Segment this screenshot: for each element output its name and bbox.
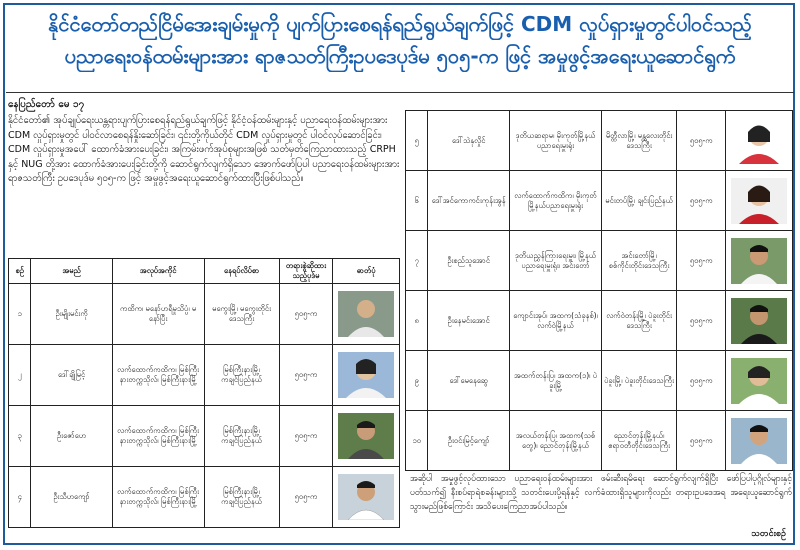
cell-section: ၅၀၅-က [677,411,726,471]
cell-no: ၉ [406,351,428,411]
dateline: နေပြည်တော် မေ ၁၇ [8,99,85,110]
cell-photo [333,406,400,467]
cell-name: ဒေါ်အင်ကောကင်းကုန်းအွန် [428,171,509,231]
cell-address: မြစ်ကြီးနားမြို့၊ ကချင်ပြည်နယ် [204,345,279,406]
cell-job: လက်ထောက်ကထိက၊ မြစ်ကြီးနားတက္ကသိုလ်၊ မြစ်ကြီးနားမြို့ [112,345,204,406]
table-row [406,291,793,351]
cell-job: အထက်တန်းပြ၊ အထက(၁)၊ ပဲခူးမြို့ [509,351,601,411]
portrait-photo [731,178,787,224]
footnote-paragraph: အဆိုပါ အမှုဖွင့်လုပ်ထားသော ပညာရေးဝန်ထမ်းများအား ဖမ်းဆီးရမိရေး ဆောင်ရွက်လျက်ရှိပြီး ဖော်ပြပါပုဂ္ဂိုလ်များနှင့်ပတ်သက်၍ နီးစပ်ရာရဲစခန်းများသို့ သတင်းပေးပို့ရန်နှင့် လက်ခံထားရှိသူများကိုလည်း တရားဥပဒေအရ အရေးယူဆောင်ရွက်သွားမည်ဖြစ်ကြောင်း အသိပေးကြေညာအပ်ပါသည်။ [410,474,792,512]
source-signature: သတင်းစဉ် [751,529,786,539]
cell-address: မြစ်ကြီးနားမြို့၊ ကချင်ပြည်နယ် [204,467,279,528]
headline-line2: ပညာရေးဝန်ထမ်းများအား ရာဇသတ်ကြီးဥပဒေပုဒ်မ ၅၀၅-က ဖြင့် အမှုဖွင့်အရေးယူဆောင်ရွက် [64,44,736,68]
cell-address: ညောင်တုန်းမြို့နယ်၊ ဧရာဝတီတိုင်းဒေသကြီး [602,411,677,471]
col-header-job: အလုပ်အကိုင် [112,259,204,284]
cell-name: ဦးဇော်ဟေ [31,406,112,467]
cell-no: ၄ [9,467,31,528]
table-row [9,406,400,467]
accused-table-right [405,110,793,471]
table-header-row [9,259,400,284]
table-row [9,345,400,406]
cell-name: ဦးစည်သူအောင် [428,231,509,291]
cell-no: ၁၀ [406,411,428,471]
table-row [406,171,793,231]
col-header-no: စဉ် [9,259,31,284]
cell-job: လက်ထောက်ကထိက၊ မြစ်ကြီးနားတက္ကသိုလ်၊ မြစ်ကြီးနားမြို့ [112,406,204,467]
cell-section: ၅၀၅-က [677,111,726,171]
portrait-photo [731,358,787,404]
cell-photo [726,411,793,471]
cell-section: ၅၀၅-က [279,284,333,345]
table-row [406,231,793,291]
table-row [406,411,793,471]
cell-no: ၅ [406,111,428,171]
portrait-photo [731,238,787,284]
cell-no: ၆ [406,171,428,231]
cell-job: အလယ်တန်းပြ၊ အထက(သစ်တွေ)၊ ညောင်တုန်းမြို့နယ် [509,411,601,471]
cell-name: ဒေါ်သဲနုလှိုင် [428,111,509,171]
cell-name: ဦးမျိုးမင်းကို [31,284,112,345]
cell-job: ကျောင်းအုပ်၊ အထက(သံခုနစ်)၊ လက်ဝဲမြို့နယ် [509,291,601,351]
cell-no: ၇ [406,231,428,291]
cell-name: ဒေါ်မေနေဆွေ [428,351,509,411]
portrait-photo [731,298,787,344]
col-header-section: တရားစွဲဆိုထားသည့်ပုဒ်မ [279,259,333,284]
portrait-photo [338,291,394,337]
cell-name: ဦးဝင်းမြင့်ကျော် [428,411,509,471]
cell-job: လက်ထောက်ကထိက၊ မြစ်ကြီးနားတက္ကသိုလ်၊ မြစ်ကြီးနားမြို့ [112,467,204,528]
divider [6,92,794,93]
table-row [406,111,793,171]
col-header-address: နေရပ်လိပ်စာ [204,259,279,284]
cell-photo [333,284,400,345]
portrait-photo [731,418,787,464]
cell-address: ပဲခူးမြို့၊ ပဲခူးတိုင်းဒေသကြီး [602,351,677,411]
table-row [406,351,793,411]
cell-section: ၅၀၅-က [279,406,333,467]
table-row [9,284,400,345]
headline-line1: နိုင်ငံတော်တည်ငြိမ်အေးချမ်းမှုကို ပျက်ပြားစေရန်ရည်ရွယ်ချက်ဖြင့် CDM လှုပ်ရှားမှုတွင်ပါဝင်သည့် [48,12,752,36]
cell-address: မိတ္ထီလာမြို့၊ မန္တလေးတိုင်းဒေသကြီး [602,111,677,171]
cell-photo [726,171,793,231]
table-row [9,467,400,528]
cell-photo [726,291,793,351]
cell-name: ဦးသီဟကျော် [31,467,112,528]
cell-photo [726,351,793,411]
cell-no: ၃ [9,406,31,467]
cell-no: ၂ [9,345,31,406]
cell-job: ကထိက၊ မနော်ဟရီမှုသိပ္ပံ၊ မနော်ပြီး [112,284,204,345]
cell-job: ဒုတိယညွှန်ကြားရေးမှူး၊ မြို့နယ်ပညာရေးမှူးရုံး၊ အင်းတော် [509,231,601,291]
portrait-photo [338,413,394,459]
col-header-photo: ဓာတ်ပုံ [333,259,400,284]
cell-section: ၅၀၅-က [279,467,333,528]
cell-address: မကွေးမြို့၊ မကွေးတိုင်းဒေသကြီး [204,284,279,345]
cell-address: မြစ်ကြီးနားမြို့၊ ကချင်ပြည်နယ် [204,406,279,467]
accused-table-left [8,258,400,528]
cell-section: ၅၀၅-က [677,171,726,231]
cell-section: ၅၀၅-က [677,291,726,351]
cell-photo [726,111,793,171]
headline [6,8,794,72]
cell-section: ၅၀၅-က [279,345,333,406]
cell-job: လက်ထောက်ကထိက၊ မိုးကုတ်မြို့နယ်ပညာရေးမှူးရုံး [509,171,601,231]
cell-job: ဒုတိယဆရာမ၊ မိုးကုတ်မြို့နယ်ပညာရေးမှူးရုံး [509,111,601,171]
portrait-photo [338,474,394,520]
cell-no: ၈ [406,291,428,351]
cell-address: လက်ဝဲတန်းမြို့၊ ပဲခူးတိုင်းဒေသကြီး [602,291,677,351]
cell-name: ဒေါ်ချိုမြင့် [31,345,112,406]
cell-section: ၅၀၅-က [677,231,726,291]
cell-address: အင်းတော်မြို့၊ စစ်ကိုင်းတိုင်းဒေသကြီး [602,231,677,291]
portrait-photo [731,118,787,164]
portrait-photo [338,352,394,398]
cell-photo [333,467,400,528]
intro-paragraph: နိုင်ငံတော်၏ အုပ်ချုပ်ရေးယန္တရားပျက်ပြားစေရန်ရည်ရွယ်ချက်ဖြင့် နိုင်ငံ့ဝန်ထမ်းများနှင့် ပညာရေးဝန်ထမ်းများအား CDM လှုပ်ရှားမှုတွင် ပါဝင်လာစေရန်နှိုးဆော်ခြင်း၊ ၎င်းတို့ကိုယ်တိုင် CDM လှုပ်ရှားမှုတွင် ပါဝင်လုပ်ဆောင်ခြင်း၊ CDM လှုပ်ရှားမှုအပေါ် ထောက်ခံအားပေးခြင်း၊ အကြမ်းဖက်အုပ်စုများအဖြစ် သတ်မှတ်ကြေညာထားသည့် CRPH နှင့် NUG တို့အား ထောက်ခံအားပေးခြင်းတို့ကို ဆောင်ရွက်လျက်ရှိသော အောက်ဖော်ပြပါ ပညာရေးဝန်ထမ်းများအား ရာဇသတ်ကြီး ဥပဒေပုဒ်မ ၅၀၅-က ဖြင့် အမှုဖွင့်အရေးယူဆောင်ရွက်ထားပြီးဖြစ်ပါသည်။ [8,115,400,184]
cell-photo [726,231,793,291]
cell-photo [333,345,400,406]
cell-address: မင်းတပ်မြို့၊ ချင်းပြည်နယ် [602,171,677,231]
cell-no: ၁ [9,284,31,345]
cell-name: ဦးနေမင်းအောင် [428,291,509,351]
cell-section: ၅၀၅-က [677,351,726,411]
col-header-name: အမည် [31,259,112,284]
